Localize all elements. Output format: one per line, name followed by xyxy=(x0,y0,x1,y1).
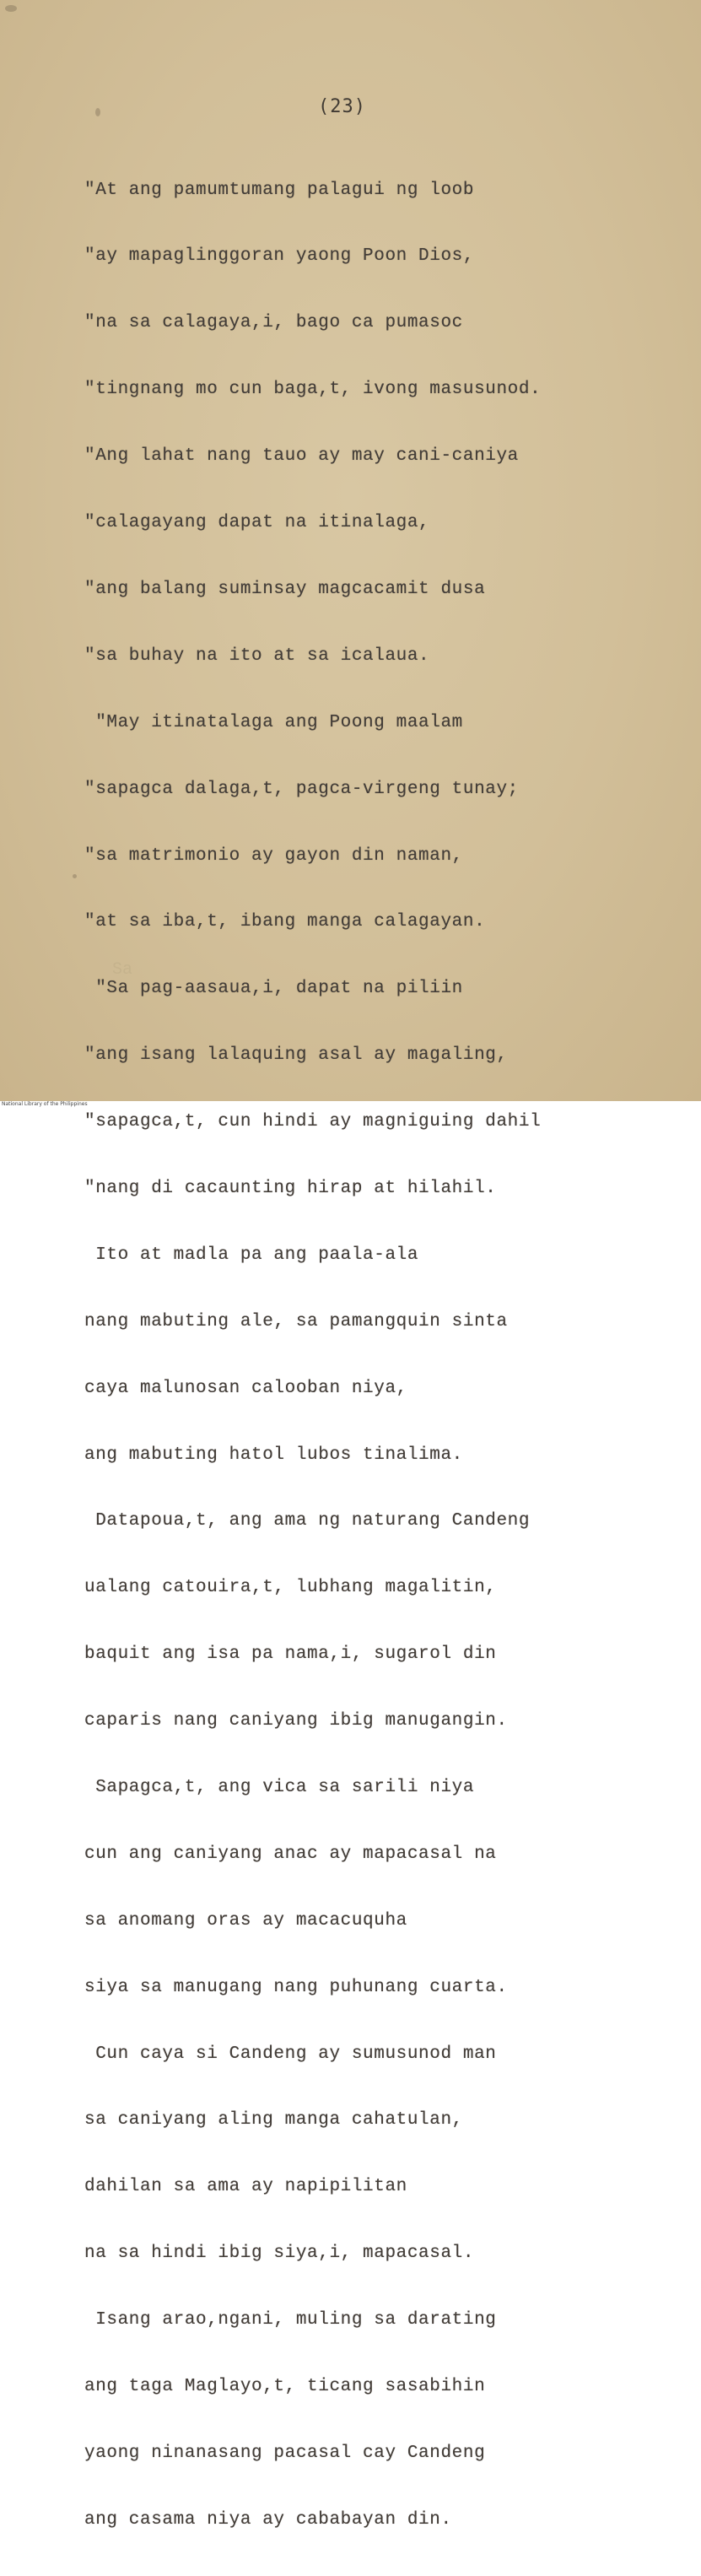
text-line: ang taga Maglayo,t, ticang sasabihin xyxy=(84,2376,486,2396)
text-line: cun ang caniyang anac ay mapacasal na xyxy=(84,1844,497,1864)
ink-speck xyxy=(5,5,17,12)
text-line: "sapagca dalaga,t, pagca-virgeng tunay; xyxy=(84,779,519,799)
text-line: na sa hindi ibig siya,i, mapacasal. xyxy=(84,2244,475,2264)
text-line: ualang catouira,t, lubhang magalitin, xyxy=(84,1578,497,1598)
text-line: Isang arao,ngani, muling sa darating xyxy=(84,2310,497,2330)
text-line: sa caniyang aling manga cahatulan, xyxy=(84,2110,463,2130)
text-line: nang mabuting ale, sa pamangquin sinta xyxy=(84,1311,508,1331)
text-line: caparis nang caniyang ibig manugangin. xyxy=(84,1711,508,1731)
catchword: Sa xyxy=(112,960,133,980)
text-line: "Sa pag-aasaua,i, dapat na piliin xyxy=(84,979,463,999)
text-line: "na sa calagaya,i, bago ca pumasoc xyxy=(84,313,463,333)
text-line: "At ang pamumtumang palagui ng loob xyxy=(84,180,475,200)
text-line: "tingnang mo cun baga,t, ivong masusunod. xyxy=(84,380,542,400)
text-line: "at sa iba,t, ibang manga calagayan. xyxy=(84,912,486,932)
text-line: "ang balang suminsay magcacamit dusa xyxy=(84,579,486,599)
library-credit: National Library of the Philippines xyxy=(2,1101,88,1107)
text-line: Sapagca,t, ang vica sa sarili niya xyxy=(84,1777,475,1797)
text-line: baquit ang isa pa nama,i, sugarol din xyxy=(84,1644,497,1665)
text-line: Cun caya si Candeng ay sumusunod man xyxy=(84,2044,497,2064)
ink-speck xyxy=(73,874,77,878)
text-line: dahilan sa ama ay napipilitan xyxy=(84,2177,407,2197)
text-line: "sapagca,t, cun hindi ay magniguing dahil xyxy=(84,1112,542,1132)
text-line: yaong ninanasang pacasal cay Candeng xyxy=(84,2443,486,2463)
text-line: "calagayang dapat na itinalaga, xyxy=(84,513,430,533)
text-line: Datapoua,t, ang ama ng naturang Candeng xyxy=(84,1511,531,1531)
text-line: "ay mapaglinggoran yaong Poon Dios, xyxy=(84,246,475,267)
text-line: sa anomang oras ay macacuquha xyxy=(84,1910,407,1931)
text-line: "sa matrimonio ay gayon din naman, xyxy=(84,845,463,866)
text-line: Ito at madla pa ang paala-ala xyxy=(84,1245,419,1265)
text-line: "nang di cacaunting hirap at hilahil. xyxy=(84,1178,497,1198)
text-line: "Ang lahat nang tauo ay may cani-caniya xyxy=(84,446,519,467)
text-line: "ang isang lalaquing asal ay magaling, xyxy=(84,1045,508,1066)
page-number: (23) xyxy=(318,96,366,117)
text-line: siya sa manugang nang puhunang cuarta. xyxy=(84,1977,508,1997)
text-line: ang casama niya ay cababayan din. xyxy=(84,2509,452,2530)
text-line: caya malunosan calooban niya, xyxy=(84,1378,407,1398)
poem-text xyxy=(84,135,641,2576)
text-line: ang mabuting hatol lubos tinalima. xyxy=(84,1445,463,1465)
text-line: "sa buhay na ito at sa icalaua. xyxy=(84,645,430,666)
text-line: "May itinatalaga ang Poong maalam xyxy=(84,712,463,732)
